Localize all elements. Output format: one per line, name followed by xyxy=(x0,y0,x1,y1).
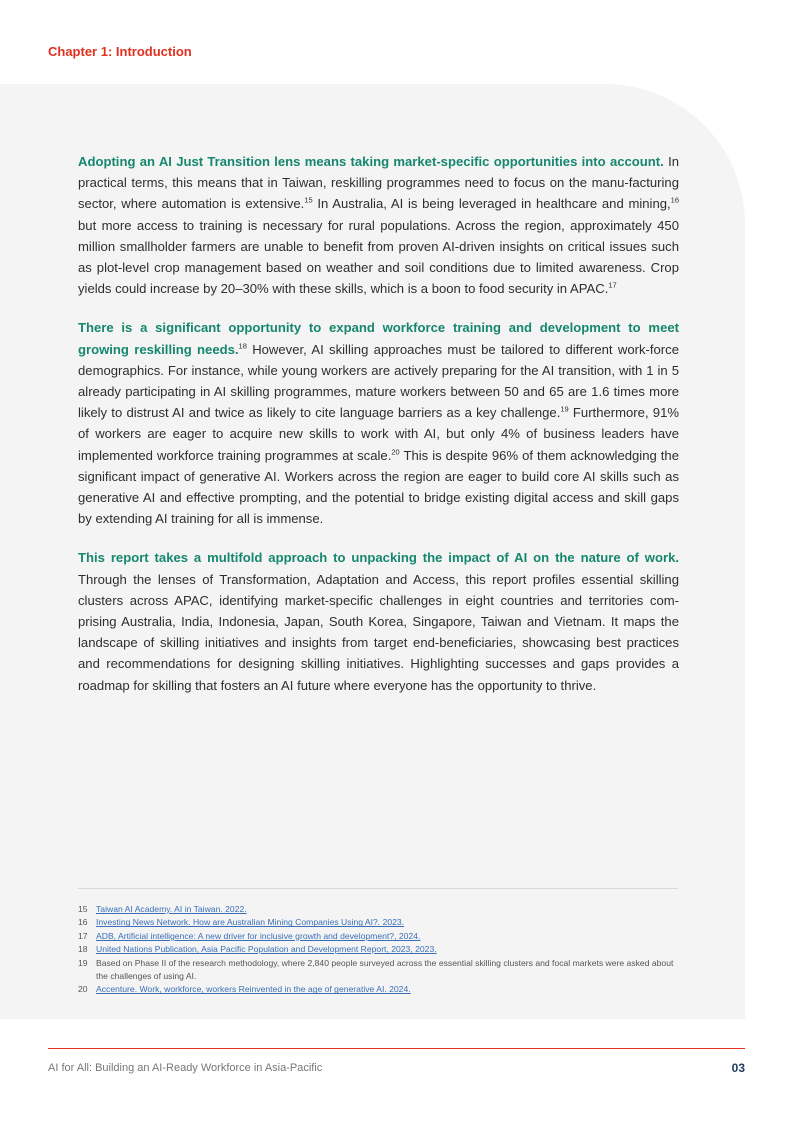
paragraph-text: In Australia, AI is being leveraged in healthcare and mining, xyxy=(312,196,671,212)
footnote-link[interactable]: Investing News Network. How are Australian Mining Companies Using AI?. 2023. xyxy=(96,917,405,928)
footnote-item xyxy=(78,916,678,929)
footnote-ref: 18 xyxy=(238,341,247,351)
footnote-ref: 19 xyxy=(560,404,569,414)
paragraph-lead: This report takes a multifold approach to unpacking the impact of AI on the nature of work. xyxy=(78,550,679,566)
paragraph-text: but more access to training is necessary for rural populations. Across the region, approximately 450 million smallholder farmers are unable to benefit from proven AI-driven insights on critical issues such as plot-level crop management based on weather and soil conditions due to limited awareness. Crop yields could increase by 20–30% with these skills, which is a boon to food security in APAC. xyxy=(78,217,679,297)
footnotes xyxy=(78,903,678,997)
footnote-item xyxy=(78,903,678,916)
footnote-item xyxy=(78,930,678,943)
footnote-number: 18 xyxy=(78,944,88,955)
paragraph-lead: There is a significant opportunity to expand workforce training and development to meet growing reskilling needs. xyxy=(78,320,679,357)
footnote-item xyxy=(78,983,678,996)
footnote-text: Based on Phase II of the research methodology, where 2,840 people surveyed across the essential skilling clusters and focal markets were asked about the challenges of using AI. xyxy=(96,957,674,982)
paragraph-text: Furthermore, 91% of workers are eager to acquire new skills to work with AI, but only 4% of business leaders have implemented workforce training programmes at scale. xyxy=(78,405,679,463)
paragraph-2 xyxy=(78,317,679,529)
footnote-number: 15 xyxy=(78,904,88,914)
paragraph-1 xyxy=(78,151,679,299)
footnote-link[interactable]: Accenture. Work, workforce, workers Reinvented in the age of generative AI. 2024. xyxy=(96,984,411,995)
paragraph-text: This is despite 96% of them acknowledging the significant impact of generative AI. Workers across the region are eager to build core AI skills such as generative AI and effective prompting, and the potential to bridge existing digital access and skill gaps by extending AI training for all is immense. xyxy=(78,447,679,527)
paragraph-text: However, AI skilling approaches must be tailored to different work-force demographics. For instance, while young workers are actively preparing for the AI transition, with 1 in 5 already participating in AI skilling programmes, mature workers between 50 and 65 are 1.6 times more likely to distrust AI and twice as likely to cite language barriers as a key challenge. xyxy=(78,341,679,421)
footnote-number: 19 xyxy=(78,957,88,968)
footnote-link[interactable]: United Nations Publication, Asia Pacific Population and Development Report, 2023, 2023. xyxy=(96,944,437,955)
footnote-item xyxy=(78,957,678,984)
footnote-number: 20 xyxy=(78,984,88,995)
chapter-heading: Chapter 1: Introduction xyxy=(48,44,192,59)
paragraph-3 xyxy=(78,547,679,695)
footnote-ref: 17 xyxy=(608,280,617,290)
paragraph-text: Through the lenses of Transformation, Adaptation and Access, this report profiles essential skilling clusters across APAC, identifying market-specific challenges in eight countries and territories com-prising Australia, India, Indonesia, Japan, South Korea, Singapore, Taiwan and Vietnam. It maps the landscape of skilling initiatives and insights from target end-beneficiaries, showcasing best practices and recommendations for designing skilling initiatives. Highlighting successes and gaps provides a roadmap for skilling that fosters an AI future where everyone has the opportunity to thrive. xyxy=(78,571,679,693)
page-number: 03 xyxy=(731,1061,745,1075)
footnote-item xyxy=(78,943,678,956)
footnote-number: 16 xyxy=(78,917,88,928)
footnote-number: 17 xyxy=(78,930,88,941)
footnote-link[interactable]: ADB, Artificial intelligence: A new driver for inclusive growth and development?, 2024. xyxy=(96,930,421,941)
paragraph-lead: Adopting an AI Just Transition lens means taking market-specific opportunities into account. xyxy=(78,154,664,169)
footnote-ref: 20 xyxy=(391,447,400,457)
body-text xyxy=(78,151,679,714)
footnote-ref: 15 xyxy=(304,196,313,206)
footer-title: AI for All: Building an AI-Ready Workforce in Asia-Pacific xyxy=(48,1062,323,1074)
footer-divider xyxy=(48,1048,745,1049)
footnote-ref: 16 xyxy=(670,196,680,206)
paragraph-text: In practical terms, this means that in Taiwan, reskilling programmes need to focus on the manu-facturing sector, where automation is extensive. xyxy=(78,154,679,212)
footnote-divider xyxy=(78,888,678,889)
footnote-link[interactable]: Taiwan AI Academy. AI in Taiwan. 2022. xyxy=(96,904,247,914)
